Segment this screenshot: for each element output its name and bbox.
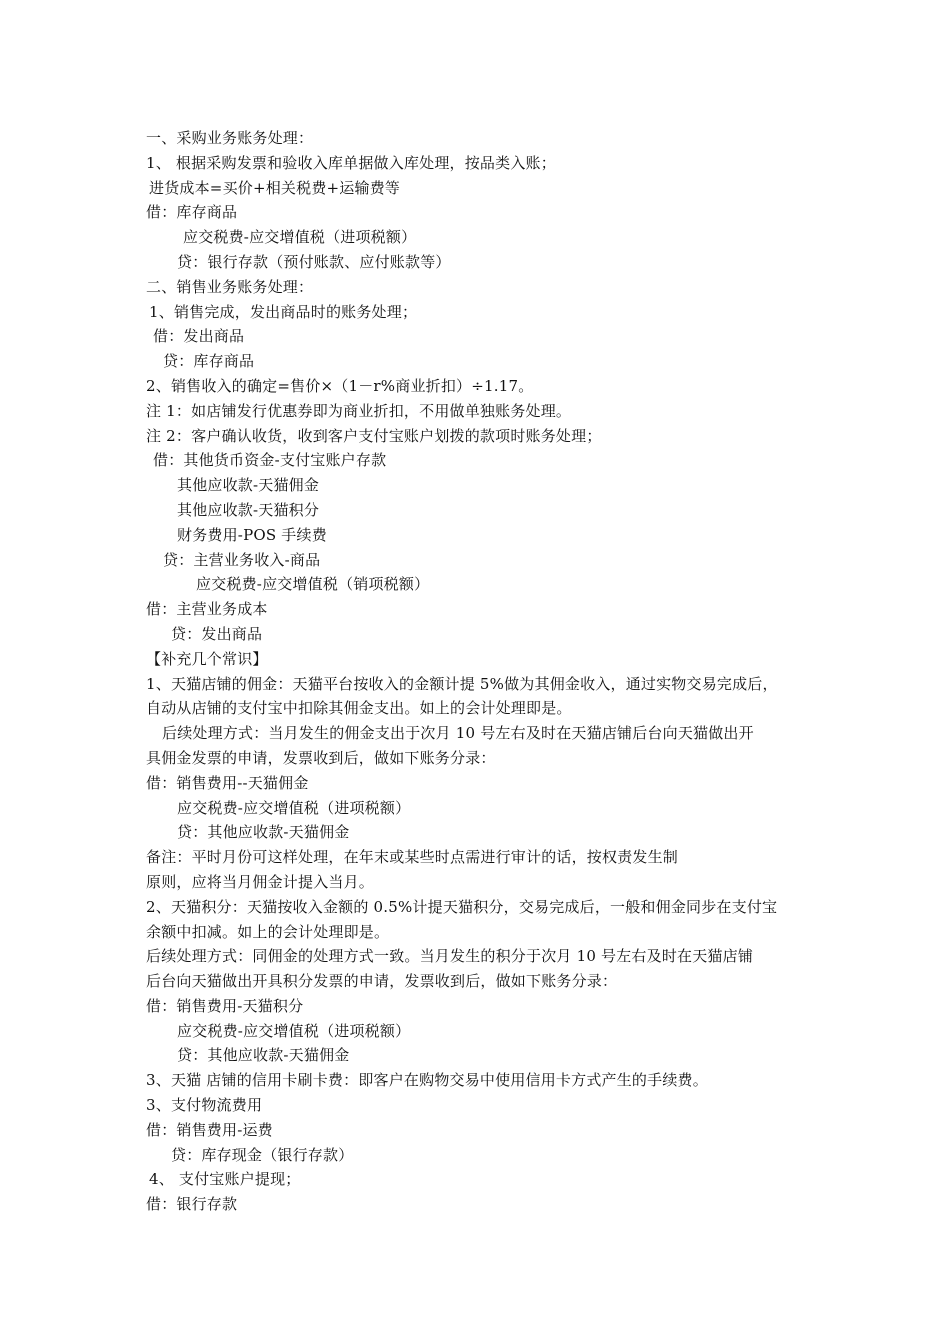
journal-credit-line: 贷：库存现金（银行存款） bbox=[171, 1145, 354, 1164]
text-line: 余额中扣减。如上的会计处理即是。 bbox=[146, 922, 390, 941]
text-line: 3、天猫 店铺的信用卡刷卡费：即客户在购物交易中使用信用卡方式产生的手续费。 bbox=[146, 1071, 708, 1090]
journal-debit-line: 应交税费-应交增值税（进项税额） bbox=[177, 1021, 411, 1040]
journal-credit-line: 贷：库存商品 bbox=[163, 352, 255, 371]
journal-credit-line: 贷：银行存款（预付账款、应付账款等） bbox=[177, 252, 451, 271]
journal-credit-line: 应交税费-应交增值税（销项税额） bbox=[196, 575, 430, 594]
journal-credit-line: 贷：其他应收款-天猫佣金 bbox=[177, 1046, 350, 1065]
document-body bbox=[146, 126, 814, 1217]
text-line: 具佣金发票的申请，发票收到后，做如下账务分录： bbox=[146, 748, 496, 767]
journal-debit-line: 其他应收款-天猫佣金 bbox=[177, 476, 320, 495]
note-line: 原则，应将当月佣金计提入当月。 bbox=[146, 872, 375, 891]
text-line: 2、天猫积分：天猫按收入金额的 0.5%计提天猫积分，交易完成后，一般和佣金同步在支付宝 bbox=[146, 897, 778, 916]
journal-debit-line: 借：主营业务成本 bbox=[146, 600, 268, 619]
journal-debit-line: 借：销售费用-天猫积分 bbox=[146, 996, 304, 1015]
text-line: 2、销售收入的确定=售价×（1－r%商业折扣）÷1.17。 bbox=[146, 376, 534, 395]
journal-debit-line: 借：销售费用--天猫佣金 bbox=[146, 773, 309, 792]
text-line: 1、 根据采购发票和验收入库单据做入库处理，按品类入账； bbox=[146, 153, 556, 172]
journal-debit-line: 借：库存商品 bbox=[146, 203, 238, 222]
section-heading-purchase: 一、采购业务账务处理： bbox=[146, 129, 314, 147]
journal-debit-line: 其他应收款-天猫积分 bbox=[177, 500, 320, 519]
note-line: 备注：平时月份可这样处理，在年末或某些时点需进行审计的话，按权责发生制 bbox=[146, 848, 679, 867]
journal-debit-line: 借：销售费用-运费 bbox=[146, 1120, 273, 1139]
journal-debit-line: 应交税费-应交增值税（进项税额） bbox=[177, 798, 411, 817]
text-line: 1、天猫店铺的佣金：天猫平台按收入的金额计提 5%做为其佣金收入，通过实物交易完成后， bbox=[146, 674, 778, 693]
text-line: 后续处理方式：当月发生的佣金支出于次月 10 号左右及时在天猫店铺后台向天猫做出开 bbox=[162, 724, 754, 743]
section-heading-supplement: 【补充几个常识】 bbox=[146, 649, 268, 668]
journal-debit-line: 借：其他货币资金-支付宝账户存款 bbox=[153, 451, 387, 470]
journal-credit-line: 贷：其他应收款-天猫佣金 bbox=[177, 823, 350, 842]
journal-credit-line: 贷：发出商品 bbox=[171, 624, 263, 643]
text-line: 4、 支付宝账户提现； bbox=[149, 1170, 301, 1189]
note-line: 注 2：客户确认收货，收到客户支付宝账户划拨的款项时账务处理； bbox=[146, 426, 602, 445]
journal-debit-line: 财务费用-POS 手续费 bbox=[177, 525, 327, 544]
text-line: 3、支付物流费用 bbox=[146, 1096, 263, 1115]
text-line: 后台向天猫做出开具积分发票的申请，发票收到后，做如下账务分录： bbox=[146, 972, 618, 991]
text-line: 1、销售完成，发出商品时的账务处理； bbox=[149, 302, 418, 321]
text-line: 进货成本=买价+相关税费+运输费等 bbox=[149, 178, 401, 197]
note-line: 注 1：如店铺发行优惠券即为商业折扣，不用做单独账务处理。 bbox=[146, 401, 572, 420]
journal-debit-line: 应交税费-应交增值税（进项税额） bbox=[183, 228, 417, 247]
journal-debit-line: 借：发出商品 bbox=[153, 327, 245, 346]
text-line: 自动从店铺的支付宝中扣除其佣金支出。如上的会计处理即是。 bbox=[146, 699, 572, 718]
text-line: 后续处理方式：同佣金的处理方式一致。当月发生的积分于次月 10 号左右及时在天猫店铺 bbox=[146, 947, 754, 966]
section-heading-sales: 二、销售业务账务处理： bbox=[146, 277, 314, 296]
journal-debit-line: 借：银行存款 bbox=[146, 1195, 238, 1214]
journal-credit-line: 贷：主营业务收入-商品 bbox=[163, 550, 321, 569]
